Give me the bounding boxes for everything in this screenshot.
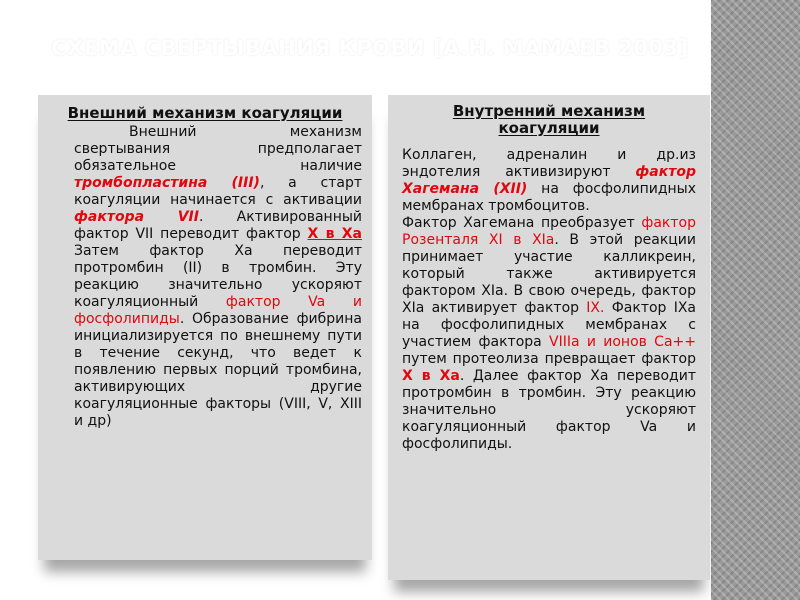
text-segment: . В этой реакции принимает участие калликреин, который также активируется фактором XIa. В свою очередь, фактор XIa активирует фактор <box>402 232 696 316</box>
text-segment: Фактор IXa на фосфолипидных мембранах с участием фактора <box>402 300 696 350</box>
external-mechanism-text <box>74 124 362 430</box>
highlight-hageman-factor: фактор Хагемана (XII) <box>402 164 696 197</box>
highlight-va-phospholipids: фактор Va и фосфолипиды <box>74 294 362 327</box>
text-segment: . Далее фактор Xa переводит протромбин в тромбин. Эту реакцию значительно ускоряют коагуляционный фактор Va и фосфолипиды. <box>402 368 696 452</box>
text-segment: Внешний механизм свертывания предполагает обязательное наличие <box>74 124 362 174</box>
highlight-factor-vii: фактора VII <box>74 209 199 225</box>
internal-mechanism-text <box>402 147 696 453</box>
external-mechanism-panel <box>38 95 372 560</box>
text-segment: Фактор Хагемана преобразует <box>402 215 642 231</box>
text-segment: , а старт коагуляции начинается с активации <box>74 175 362 208</box>
highlight-viiia-calcium: VIIIa и ионов Ca++ <box>549 334 696 350</box>
internal-mechanism-title: Внутренний механизм коагуляции <box>452 102 646 137</box>
slide-title: СХЕМА СВЕРТЫВАНИЯ КРОВИ [А.Н. МАМАЕВ 2003] <box>51 36 689 60</box>
text-segment: Затем фактор Xa переводит протромбин (II) в тромбин. Эту реакцию значительно ускоряют коагуляционный <box>74 243 362 310</box>
text-segment: . Активированный фактор VII переводит фактор <box>74 209 363 242</box>
highlight-rosenthal-factor: фактор Розенталя XI в XIa <box>402 215 696 248</box>
text-segment: на фосфолипидных мембранах тромбоцитов. <box>402 181 696 214</box>
highlight-factor-ix: IX. <box>586 300 605 316</box>
decorative-side-strip <box>711 0 800 600</box>
text-segment: . Образование фибрина инициализируется по внешнему пути в течение секунд, что ведет к появлению первых порций тромбина, активирующих другие коагуляционные факторы (VIII, V, XIII и др) <box>74 311 362 429</box>
external-mechanism-title: Внешний механизм коагуляции <box>67 104 343 122</box>
highlight-x-to-xa: X в Xa <box>307 226 362 242</box>
text-segment: Коллаген, адреналин и др.из эндотелия активизируют <box>402 147 696 180</box>
highlight-thromboplastin: тромбопластина (III) <box>74 175 260 191</box>
text-segment: путем протеолиза превращает фактор <box>402 351 696 367</box>
internal-mechanism-panel <box>388 95 710 580</box>
highlight-x-to-xa-internal: X в Xa <box>402 368 460 384</box>
